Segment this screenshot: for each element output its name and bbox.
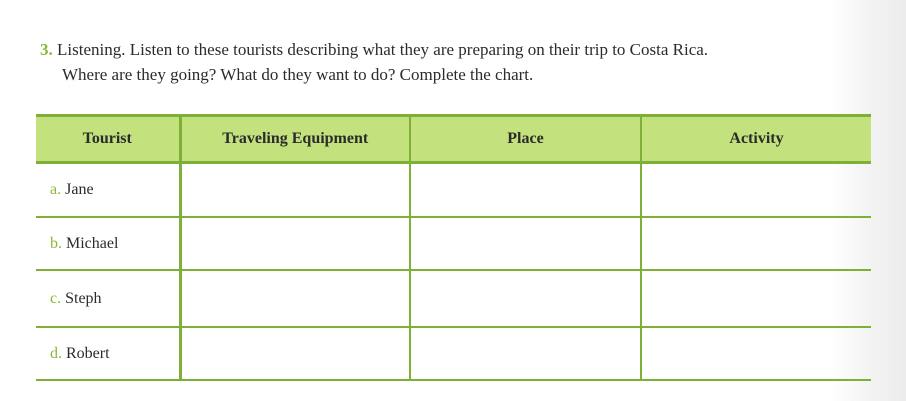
table-row xyxy=(36,327,871,380)
activity-cell[interactable] xyxy=(641,217,871,270)
instruction-line-2: Where are they going? What do they want to do? Complete the chart. xyxy=(62,65,534,84)
activity-cell[interactable] xyxy=(641,327,871,380)
header-place: Place xyxy=(410,116,641,163)
place-cell[interactable] xyxy=(410,327,641,380)
exercise-number: 3. xyxy=(40,40,53,59)
row-letter: b. xyxy=(50,234,62,252)
place-cell[interactable] xyxy=(410,270,641,327)
table-row xyxy=(36,270,871,327)
traveling-equipment-cell[interactable] xyxy=(180,270,410,327)
traveling-equipment-cell[interactable] xyxy=(180,217,410,270)
activity-cell[interactable] xyxy=(641,163,871,218)
place-cell[interactable] xyxy=(410,163,641,218)
chart-header-row xyxy=(36,116,871,163)
traveling-equipment-cell[interactable] xyxy=(180,163,410,218)
completion-chart xyxy=(36,114,871,381)
tourist-name: Jane xyxy=(61,181,94,198)
tourist-cell xyxy=(36,217,180,270)
table-row xyxy=(36,163,871,218)
row-letter: d. xyxy=(50,344,62,362)
place-cell[interactable] xyxy=(410,217,641,270)
row-letter: a. xyxy=(50,181,62,198)
exercise-instructions xyxy=(40,37,890,87)
row-letter: c. xyxy=(50,289,62,307)
tourist-name: Robert xyxy=(62,344,110,362)
header-tourist: Tourist xyxy=(36,116,180,163)
tourist-cell xyxy=(36,270,180,327)
traveling-equipment-cell[interactable] xyxy=(180,327,410,380)
tourist-name: Steph xyxy=(61,289,102,307)
instruction-line-1: Listening. Listen to these tourists describing what they are preparing on their trip to Costa Rica. xyxy=(52,40,709,59)
tourist-cell xyxy=(36,163,180,218)
table-row xyxy=(36,217,871,270)
header-activity: Activity xyxy=(641,116,871,163)
tourist-name: Michael xyxy=(62,234,119,252)
activity-cell[interactable] xyxy=(641,270,871,327)
tourist-cell xyxy=(36,327,180,380)
header-traveling-equipment: Traveling Equipment xyxy=(180,116,410,163)
